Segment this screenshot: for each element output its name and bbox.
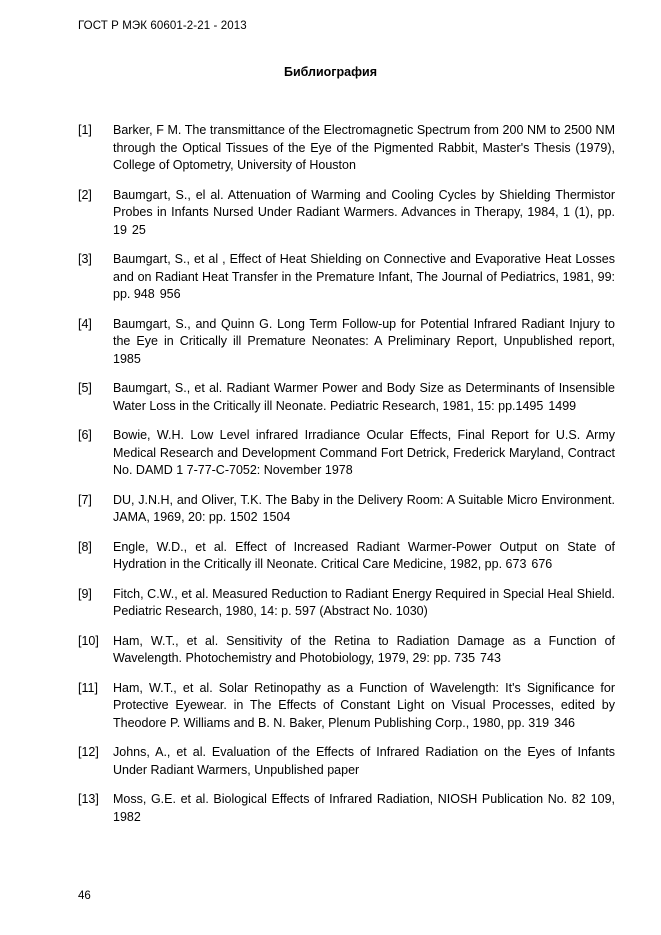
document-header-code: ГОСТ Р МЭК 60601-2-21 - 2013 (78, 20, 247, 32)
reference-number: [2] (78, 187, 92, 202)
reference-text: Baumgart, S., et al. Radiant Warmer Power and Body Size as Determinants of Insensible Water Loss in the Critically ill Neonate. Pediatric Research, 1981, 15: pp.1495 1499 (113, 381, 615, 413)
reference-number: [9] (78, 586, 92, 601)
reference-text: Bowie, W.H. Low Level infrared Irradiance Ocular Effects, Final Report for U.S. Army Medical Research and Development Command Fort Detrick, Frederick Maryland, Contract No. DAMD 1 7-77-C-7052: November 1978 (113, 428, 615, 477)
reference-text: Baumgart, S., el al. Attenuation of Warming and Cooling Cycles by Shielding Thermistor Probes in Infants Nursed Under Radiant Warmers. Advances in Therapy, 1984, 1 (1), pp. 19 25 (113, 187, 615, 237)
reference-text: Fitch, C.W., et al. Measured Reduction to Radiant Energy Required in Special Heal Shield. Pediatric Research, 1980, 14: p. 597 (Abstract No. 1030) (113, 586, 615, 618)
reference-item (78, 539, 615, 574)
reference-number: [8] (78, 539, 92, 554)
reference-text: Engle, W.D., et al. Effect of Increased Radiant Warmer-Power Output on State of Hydration in the Critically ill Neonate. Critical Care Medicine, 1982, pp. 673 676 (113, 539, 615, 571)
reference-number: [12] (78, 745, 99, 759)
reference-text: Ham, W.T., et al. Sensitivity of the Retina to Radiation Damage as a Function of Wavelength. Photochemistry and Photobiology, 1979, 29: pp. 735 743 (113, 633, 615, 665)
bibliography-list (78, 122, 615, 826)
reference-item (78, 586, 615, 621)
reference-item (78, 251, 615, 304)
reference-text: DU, J.N.H, and Oliver, T.K. The Baby in the Delivery Room: A Suitable Micro Environment. JAMA, 1969, 20: pp. 1502 1504 (113, 492, 615, 524)
reference-text: Baumgart, S., et al , Effect of Heat Shielding on Connective and Evaporative Heat Losses and on Radiant Heat Transfer in the Premature Infant, The Journal of Pediatrics, 1981, 99: pp. 948 956 (113, 252, 615, 301)
reference-number: [13] (78, 792, 99, 806)
reference-number: [11] (78, 680, 98, 695)
reference-number: [4] (78, 316, 92, 331)
reference-item (78, 680, 615, 733)
reference-number: [3] (78, 252, 92, 266)
reference-number: [1] (78, 123, 92, 137)
reference-number: [7] (78, 492, 92, 507)
reference-item (78, 791, 615, 826)
page-title: Библиография (283, 65, 378, 79)
reference-item (78, 380, 615, 415)
reference-item (78, 187, 615, 240)
reference-text: Ham, W.T., et al. Solar Retinopathy as a Function of Wavelength: It's Significance for Protective Eyewear. in The Effects of Constant Light on Visual Processes, edited by Theodore P. Williams and B. N. Baker, Plenum Publishing Corp., 1980, pp. 319 346 (113, 680, 615, 730)
reference-item (78, 427, 615, 480)
reference-text: Baumgart, S., and Quinn G. Long Term Follow-up for Potential Infrared Radiant Injury to the Eye in Critically ill Premature Neonates: A Preliminary Report, Unpublished report, 1985 (113, 316, 615, 366)
reference-text: Moss, G.E. et al. Biological Effects of Infrared Radiation, NIOSH Publication No. 82 109, 1982 (113, 792, 615, 824)
reference-text: Johns, A., et al. Evaluation of the Effects of Infrared Radiation on the Eyes of Infants Under Radiant Warmers, Unpublished paper (113, 745, 615, 777)
reference-item (78, 316, 615, 369)
reference-text: Barker, F M. The transmittance of the Electromagnetic Spectrum from 200 NM to 2500 NM through the Optical Tissues of the Eye of the Pigmented Rabbit, Master's Thesis (1979), College of Optometry, University of Houston (113, 123, 615, 172)
reference-number: [6] (78, 428, 92, 442)
reference-number: [10] (78, 633, 99, 648)
reference-number: [5] (78, 381, 92, 395)
page-number: 46 (78, 890, 91, 902)
reference-item (78, 492, 615, 527)
reference-item (78, 633, 615, 668)
reference-item (78, 744, 615, 779)
reference-item (78, 122, 615, 175)
